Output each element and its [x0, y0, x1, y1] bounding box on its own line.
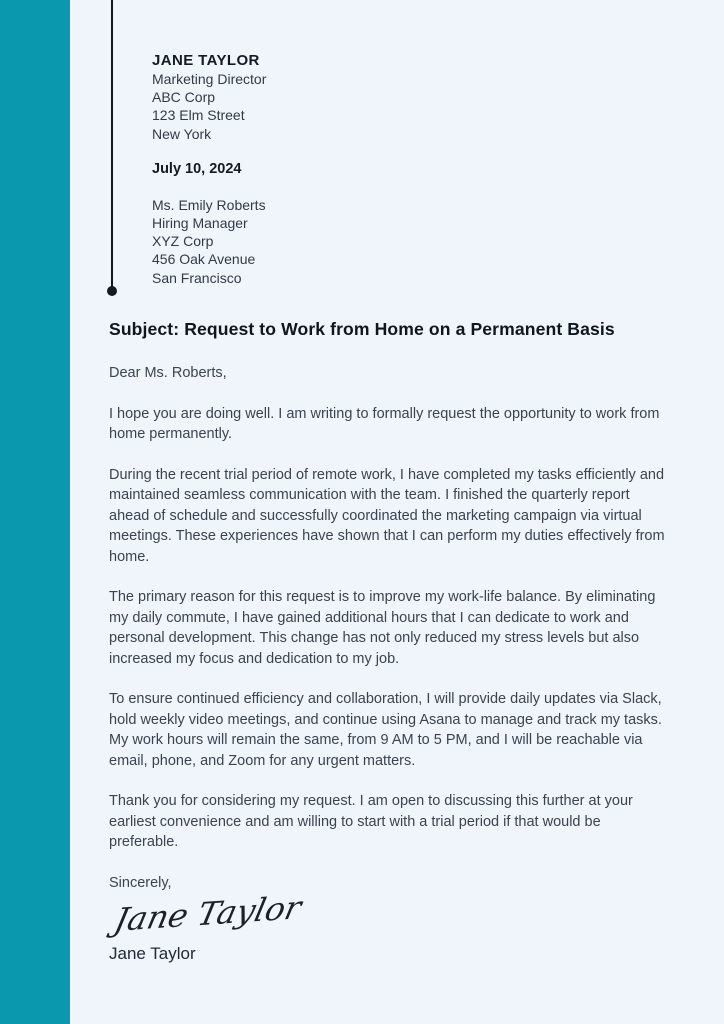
letter-header: [152, 51, 266, 287]
salutation: Dear Ms. Roberts,: [109, 365, 227, 381]
closing: Sincerely,: [109, 874, 172, 891]
letter-date: July 10, 2024: [152, 160, 242, 177]
recipient-title: Hiring Manager: [152, 215, 248, 232]
sender-title: Marketing Director: [152, 71, 267, 87]
body-paragraph: I hope you are doing well. I am writing to formally request the opportunity to work from home permanently.: [109, 405, 660, 442]
recipient-company: XYZ Corp: [152, 233, 214, 250]
recipient-address-block: [152, 196, 266, 287]
sender-name: JANE TAYLOR: [152, 52, 260, 69]
body-paragraph: To ensure continued efficiency and collaboration, I will provide daily updates via Slack, hold weekly video meetings, and continue using Asana to manage and track my tasks. My work hours will remain the same, from 9 AM to 5 PM, and I will be reachable via email, phone, and Zoom for any urgent matters.: [109, 691, 662, 769]
sender-street: 123 Elm Street: [152, 107, 245, 124]
recipient-city: San Francisco: [152, 269, 242, 286]
body-paragraph: The primary reason for this request is to improve my work-life balance. By eliminating my daily commute, I have gained additional hours that I can dedicate to work and personal development. This change has not only reduced my stress levels but also increased my focus and dedication to my job.: [109, 589, 656, 667]
handwritten-signature: Jane Taylor: [111, 888, 305, 939]
letter-body: [109, 318, 673, 965]
recipient-street: 456 Oak Avenue: [152, 251, 256, 268]
sender-address-block: [152, 51, 266, 143]
body-paragraph: During the recent trial period of remote work, I have completed my tasks efficiently and maintained seamless communication with the team. I finished the quarterly report ahead of schedule and successfully coordinated the marketing campaign via virtual meetings. These experiences have shown that I can perform my duties effectively from home.: [109, 466, 665, 565]
sender-city: New York: [152, 125, 212, 142]
body-paragraph: Thank you for considering my request. I am open to discussing this further at your earliest convenience and am willing to start with a trial period if that would be preferable.: [109, 793, 633, 850]
left-accent-bar: [0, 0, 70, 1024]
sender-company: ABC Corp: [152, 89, 216, 106]
signed-name: Jane Taylor: [109, 944, 196, 963]
subject-line: Subject: Request to Work from Home on a Permanent Basis: [109, 319, 615, 339]
decorative-line-dot: [107, 286, 117, 296]
recipient-name: Ms. Emily Roberts: [152, 196, 266, 213]
decorative-vertical-line: [111, 0, 113, 288]
